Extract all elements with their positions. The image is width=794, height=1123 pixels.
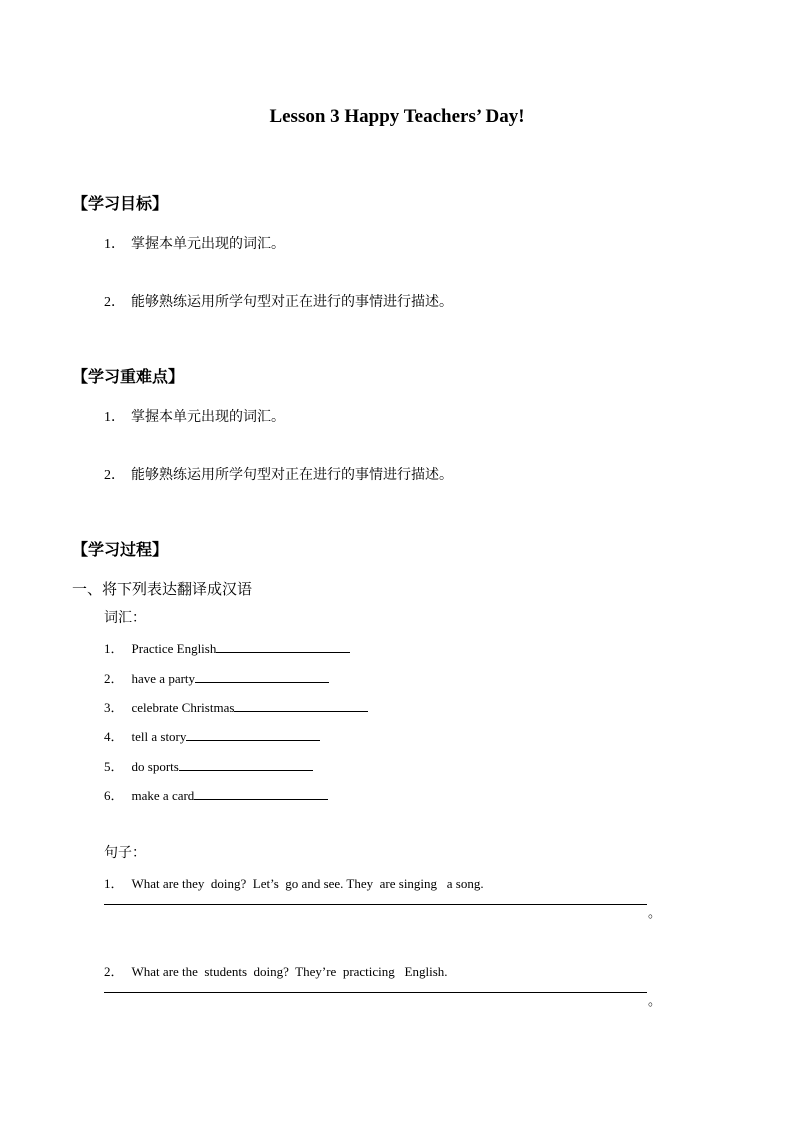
- sentence-end-mark: 。: [648, 994, 662, 1009]
- key-point-text: 掌握本单元出现的词汇。: [131, 409, 285, 425]
- key-point-number: 1．: [104, 410, 125, 425]
- vocab-text: make a card: [131, 788, 195, 803]
- sentence-text: What are the students doing? They’re practicing English.: [131, 964, 448, 979]
- key-point-item-1: [104, 406, 285, 426]
- sentence-number: 1．: [104, 876, 124, 891]
- vocab-item-4: [104, 726, 320, 745]
- vocab-item-3: [104, 697, 368, 716]
- vocab-number: 5．: [104, 759, 124, 774]
- answer-blank[interactable]: [216, 640, 350, 653]
- vocab-item-2: [104, 668, 329, 687]
- page-title: Lesson 3 Happy Teachers’ Day!: [269, 106, 525, 127]
- objective-item-1: [104, 233, 285, 253]
- key-point-item-2: [104, 464, 453, 484]
- vocab-text: tell a story: [131, 729, 187, 744]
- vocab-number: 6．: [104, 788, 124, 803]
- answer-blank[interactable]: [186, 728, 320, 741]
- sentence-answer-line-1[interactable]: [104, 904, 647, 905]
- vocab-text: Practice English: [131, 641, 217, 656]
- sentence-text: What are they doing? Let’s go and see. They are singing a song.: [131, 876, 484, 891]
- vocab-number: 1．: [104, 641, 124, 656]
- vocab-number: 3．: [104, 700, 124, 715]
- answer-blank[interactable]: [234, 699, 368, 712]
- vocab-text: do sports: [131, 759, 179, 774]
- answer-blank[interactable]: [179, 758, 313, 771]
- objective-text: 掌握本单元出现的词汇。: [131, 236, 285, 252]
- sentence-end-mark: 。: [648, 906, 662, 921]
- objective-number: 1．: [104, 237, 125, 252]
- vocab-item-5: [104, 756, 313, 775]
- sentence-item-1: [104, 873, 484, 892]
- answer-blank[interactable]: [194, 787, 328, 800]
- objective-number: 2．: [104, 295, 125, 310]
- vocab-number: 2．: [104, 671, 124, 686]
- vocab-item-6: [104, 785, 328, 804]
- objective-text: 能够熟练运用所学句型对正在进行的事情进行描述。: [131, 294, 453, 310]
- step-1-instruction: 一、将下列表达翻译成汉语: [72, 580, 253, 598]
- answer-blank[interactable]: [195, 670, 329, 683]
- vocab-text: have a party: [131, 671, 196, 686]
- vocab-label: 词汇：: [104, 610, 146, 626]
- objective-item-2: [104, 291, 453, 311]
- vocab-text: celebrate Christmas: [131, 700, 235, 715]
- objectives-heading: 【学习目标】: [72, 194, 169, 213]
- vocab-item-1: [104, 638, 350, 657]
- sentence-item-2: [104, 961, 448, 980]
- sentence-answer-line-2[interactable]: [104, 992, 647, 993]
- sentence-label: 句子：: [104, 845, 146, 861]
- key-point-number: 2．: [104, 468, 125, 483]
- sentence-number: 2．: [104, 964, 124, 979]
- key-points-heading: 【学习重难点】: [72, 367, 185, 386]
- vocab-number: 4．: [104, 729, 124, 744]
- key-point-text: 能够熟练运用所学句型对正在进行的事情进行描述。: [131, 467, 453, 483]
- process-heading: 【学习过程】: [72, 540, 169, 559]
